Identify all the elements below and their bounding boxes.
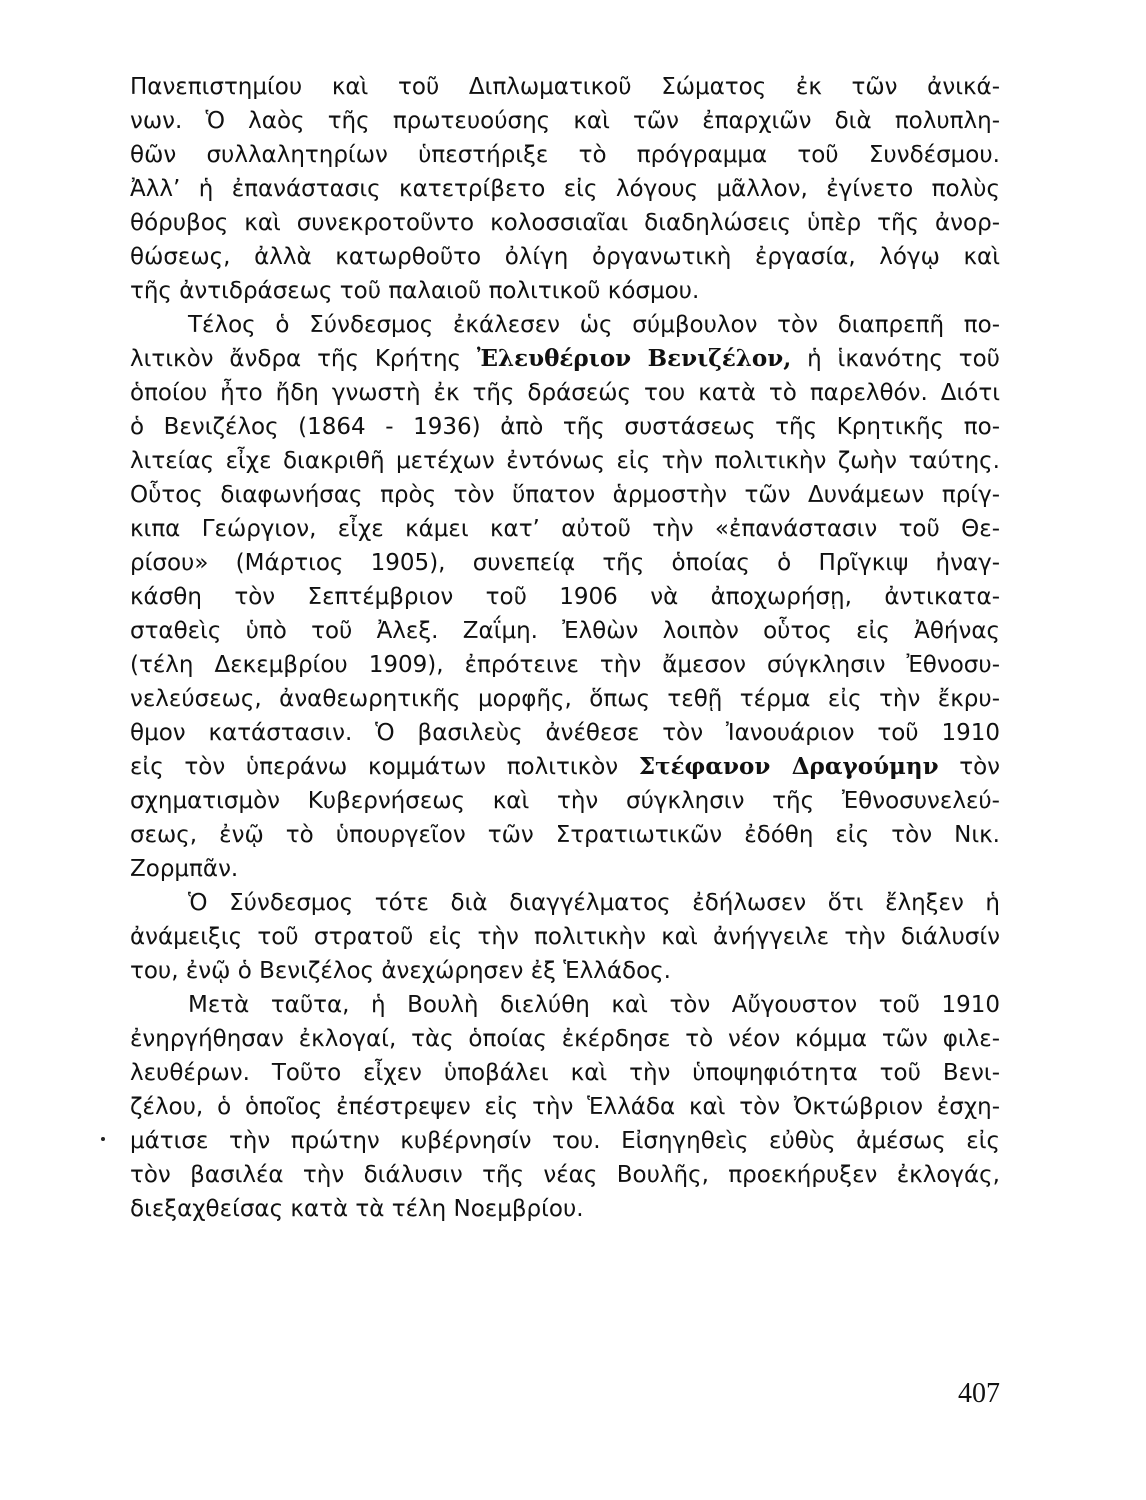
text-line: θῶν συλλαλητηρίων ὑπεστήριξε τὸ πρόγραμμα τοῦ Συνδέσμου.	[130, 142, 1000, 168]
text-line: νων. Ὁ λαὸς τῆς πρωτευούσης καὶ τῶν ἐπαρχιῶν διὰ πολυπλη-	[130, 108, 1000, 134]
text-span: τὸν	[938, 754, 1000, 780]
text-line: μάτισε τὴν πρώτην κυβέρνησίν του. Εἰσηγηθεὶς εὐθὺς ἀμέσως εἰς	[130, 1128, 1000, 1154]
text-line: θόρυβος καὶ συνεκροτοῦντο κολοσσιαῖαι διαδηλώσεις ὑπὲρ τῆς ἀνορ-	[130, 210, 1000, 236]
text-line: σχηματισμὸν Κυβερνήσεως καὶ τὴν σύγκλησιν τῆς Ἐθνοσυνελεύ-	[130, 788, 1000, 814]
bold-name: Στέφανον Δραγούμην	[638, 753, 939, 780]
text-line: σεως, ἐνῷ τὸ ὑπουργεῖον τῶν Στρατιωτικῶν ἐδόθη εἰς τὸν Νικ.	[130, 822, 1000, 848]
text-line: λιτείας εἶχε διακριθῆ μετέχων ἐντόνως εἰς τὴν πολιτικὴν ζωὴν ταύτης.	[130, 448, 1000, 474]
text-line: κιπα Γεώργιον, εἶχε κάμει κατ’ αὐτοῦ τὴν «ἐπανάστασιν τοῦ Θε-	[130, 516, 1000, 542]
text-line: τὸν βασιλέα τὴν διάλυσιν τῆς νέας Βουλῆς, προεκήρυξεν ἐκλογάς,	[130, 1162, 1000, 1188]
text-line: ἐνηργήθησαν ἐκλογαί, τὰς ὁποίας ἐκέρδησε τὸ νέον κόμμα τῶν φιλε-	[130, 1026, 1000, 1052]
text-line: του, ἐνῷ ὁ Βενιζέλος ἀνεχώρησεν ἐξ Ἑλλάδος.	[130, 958, 671, 984]
text-line: ζέλου, ὁ ὁποῖος ἐπέστρεψεν εἰς τὴν Ἑλλάδα καὶ τὸν Ὀκτώβριον ἐσχη-	[130, 1094, 1000, 1120]
text-line: λευθέρων. Τοῦτο εἶχεν ὑποβάλει καὶ τὴν ὑποψηφιότητα τοῦ Βενι-	[130, 1060, 1000, 1086]
text-line: τῆς ἀντιδράσεως τοῦ παλαιοῦ πολιτικοῦ κόσμου.	[130, 278, 700, 304]
text-line: Πανεπιστημίου καὶ τοῦ Διπλωματικοῦ Σώματος ἐκ τῶν ἀνικά-	[130, 74, 1000, 100]
text-span: εἰς τὸν ὑπεράνω κομμάτων πολιτικὸν	[130, 754, 639, 780]
text-line: Ἀλλ’ ἡ ἐπανάστασις κατετρίβετο εἰς λόγους μᾶλλον, ἐγίνετο πολὺς	[130, 176, 1000, 202]
text-line: κάσθη τὸν Σεπτέμβριον τοῦ 1906 νὰ ἀποχωρήσῃ, ἀντικατα-	[130, 584, 1000, 610]
text-line: (τέλη Δεκεμβρίου 1909), ἐπρότεινε τὴν ἄμεσον σύγκλησιν Ἐθνοσυ-	[130, 652, 1000, 678]
text-line: ὁ Βενιζέλος (1864 - 1936) ἀπὸ τῆς συστάσεως τῆς Κρητικῆς πο-	[130, 414, 1000, 440]
text-line: ρίσου» (Μάρτιος 1905), συνεπείᾳ τῆς ὁποίας ὁ Πρῖγκιψ ἠναγ-	[130, 550, 1000, 576]
stray-dot	[101, 1137, 105, 1141]
text-line: σταθεὶς ὑπὸ τοῦ Ἀλεξ. Ζαΐμη. Ἐλθὼν λοιπὸν οὗτος εἰς Ἀθήνας	[130, 618, 1000, 644]
text-line: Οὗτος διαφωνήσας πρὸς τὸν ὕπατον ἁρμοστὴν τῶν Δυνάμεων πρίγ-	[130, 482, 1000, 508]
bold-name: Ἐλευθέριον Βενιζέλον,	[476, 345, 792, 372]
text-span: ἡ ἱκανότης τοῦ	[791, 346, 1000, 372]
text-line: Τέλος ὁ Σύνδεσμος ἐκάλεσεν ὡς σύμβουλον τὸν διαπρεπῆ πο-	[188, 312, 1000, 338]
text-line: Ὁ Σύνδεσμος τότε διὰ διαγγέλματος ἐδήλωσεν ὅτι ἔληξεν ἡ	[188, 890, 1000, 916]
text-line	[130, 750, 1000, 784]
text-line: θμον κατάστασιν. Ὁ βασιλεὺς ἀνέθεσε τὸν Ἰανουάριον τοῦ 1910	[130, 720, 1000, 746]
page-number: 407	[958, 1378, 1000, 1409]
text-line	[130, 342, 1000, 376]
text-line: διεξαχθείσας κατὰ τὰ τέλη Νοεμβρίου.	[130, 1196, 584, 1222]
text-line: νελεύσεως, ἀναθεωρητικῆς μορφῆς, ὅπως τεθῇ τέρμα εἰς τὴν ἔκρυ-	[130, 686, 1000, 712]
text-line: Ζορμπᾶν.	[130, 856, 239, 882]
text-line: θώσεως, ἀλλὰ κατωρθοῦτο ὀλίγη ὀργανωτικὴ ἐργασία, λόγῳ καὶ	[130, 244, 1000, 270]
text-line: ἀνάμειξις τοῦ στρατοῦ εἰς τὴν πολιτικὴν καὶ ἀνήγγειλε τὴν διάλυσίν	[130, 924, 1000, 950]
text-line: Μετὰ ταῦτα, ἡ Βουλὴ διελύθη καὶ τὸν Αὔγουστον τοῦ 1910	[188, 992, 1000, 1018]
text-line: ὁποίου ἦτο ἤδη γνωστὴ ἐκ τῆς δράσεώς του κατὰ τὸ παρελθόν. Διότι	[130, 380, 1000, 406]
text-span: λιτικὸν ἄνδρα τῆς Κρήτης	[130, 346, 477, 372]
page-body	[130, 70, 1000, 1226]
